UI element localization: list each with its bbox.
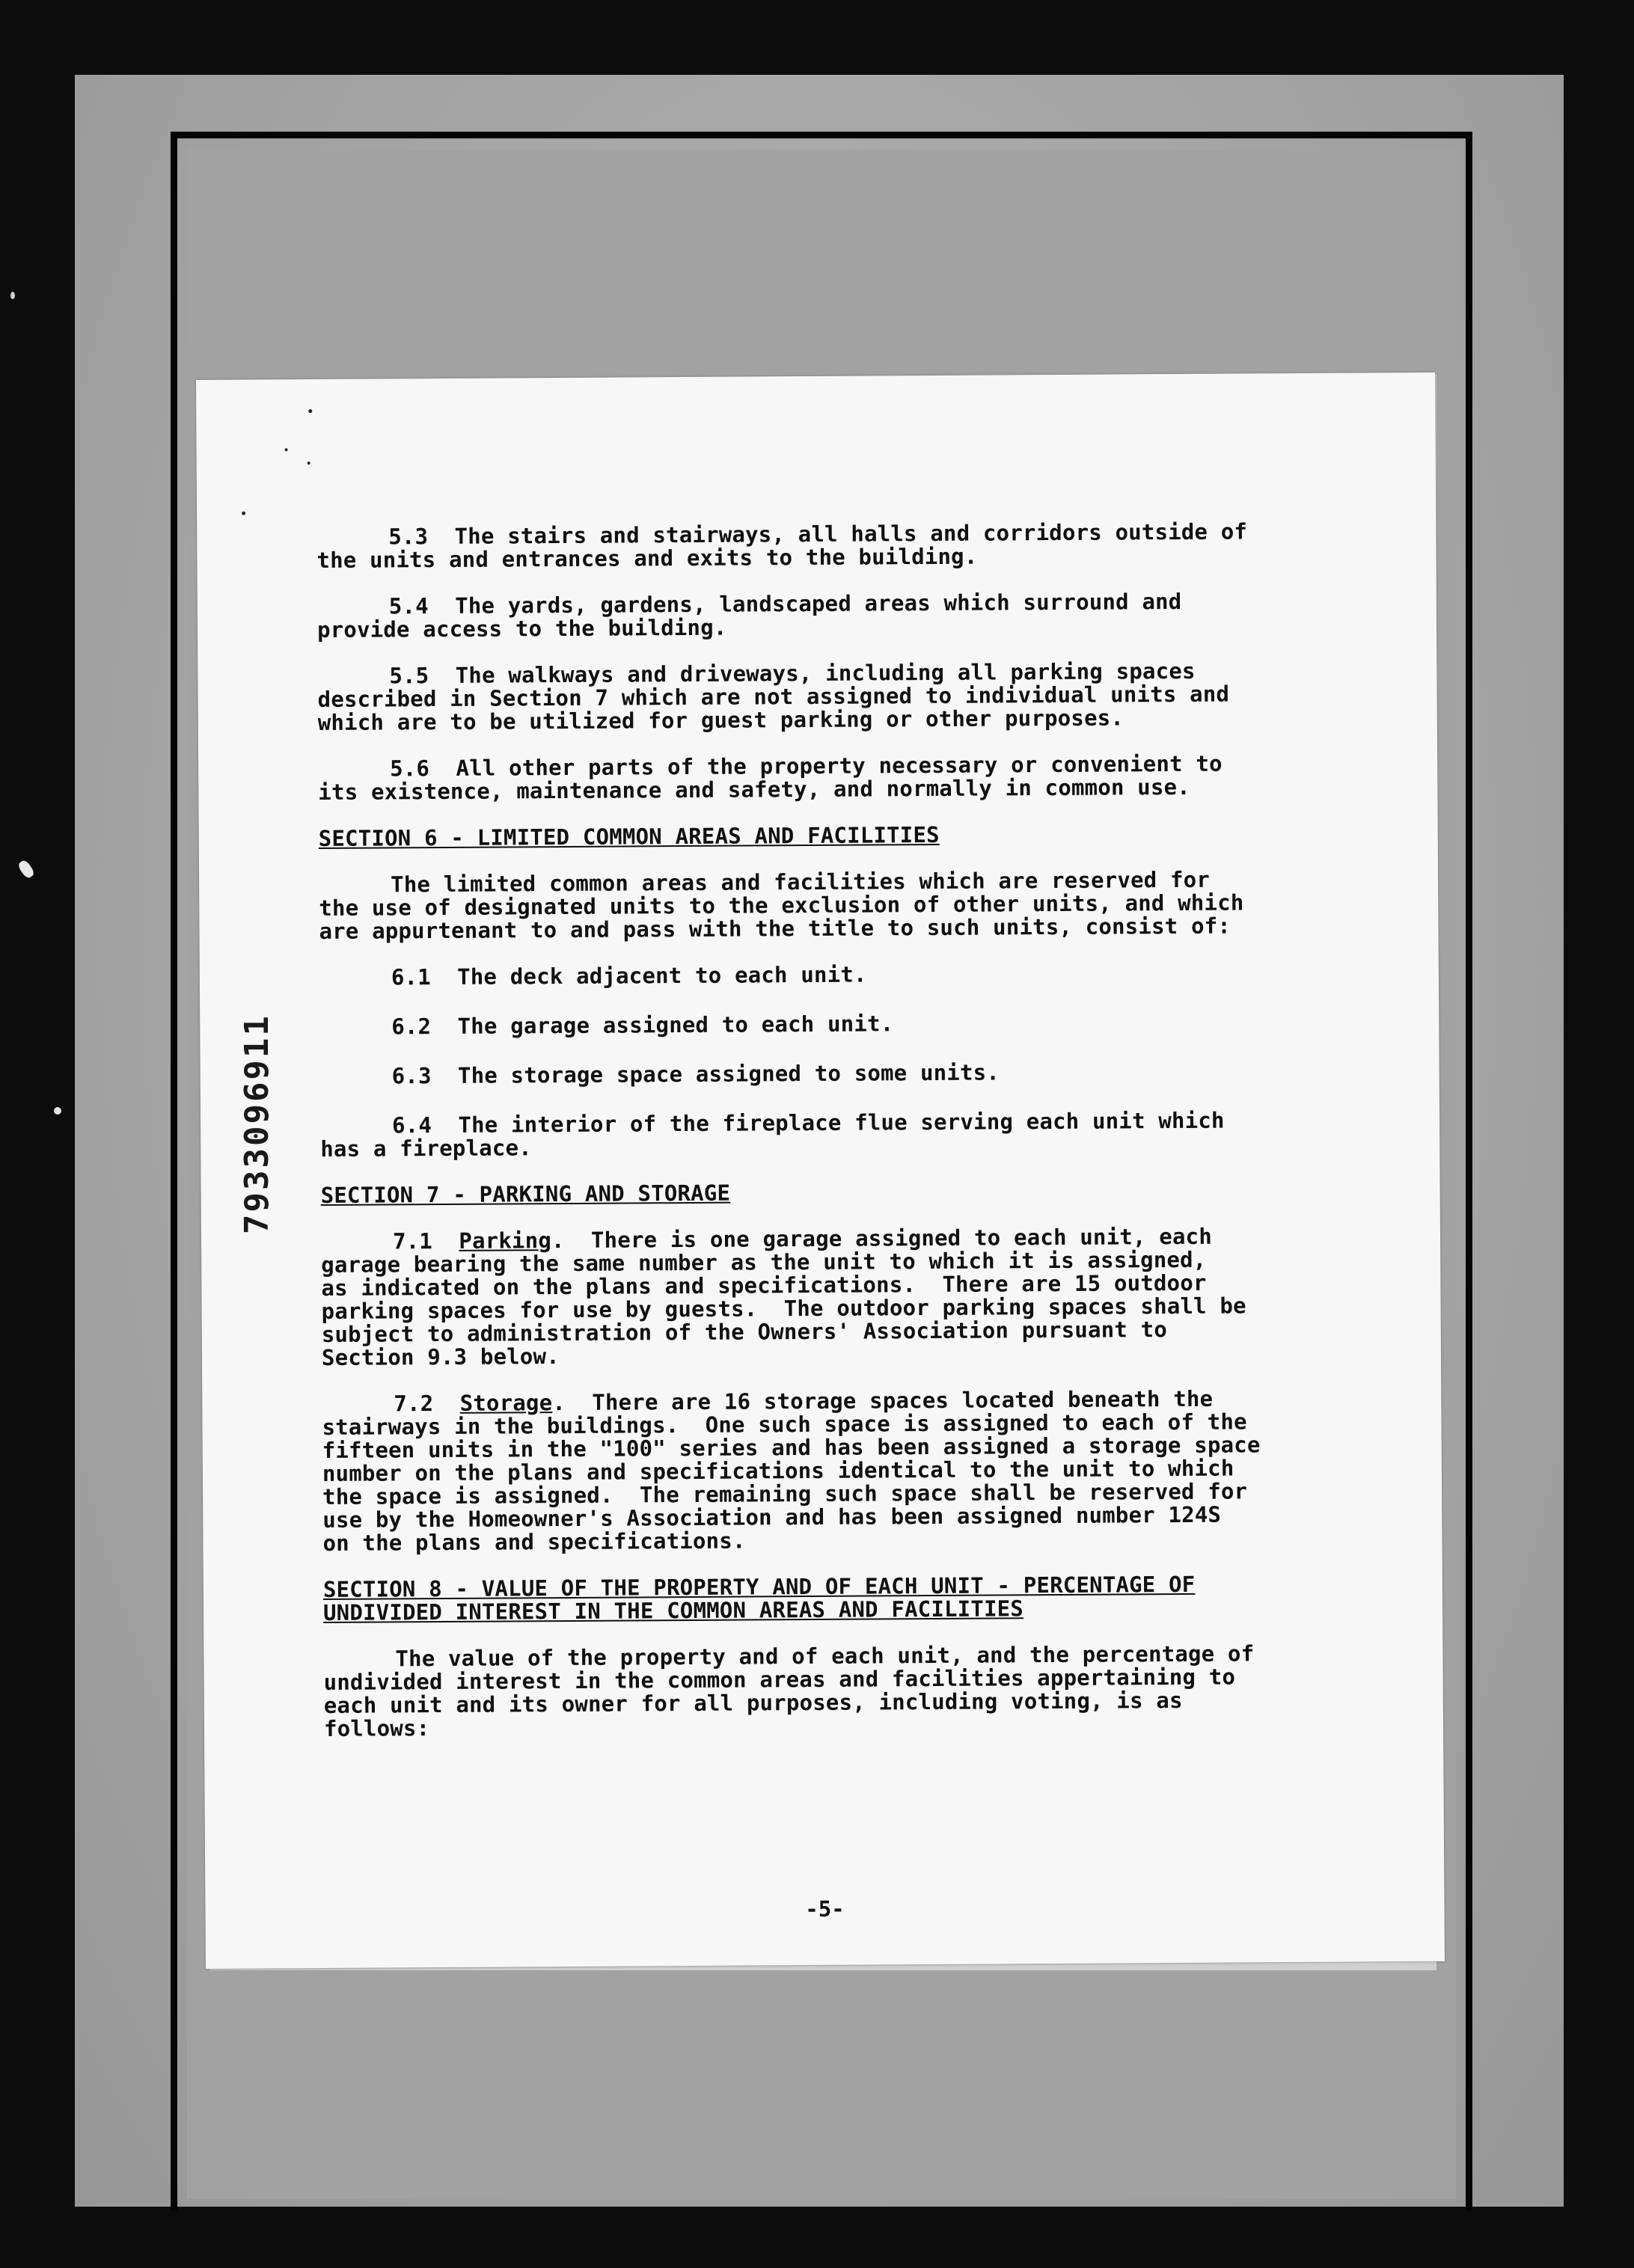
- paragraph-line: which are to be utilized for guest parking or other purposes.: [317, 705, 1124, 736]
- paragraph-line: as indicated on the plans and specifications. There are 15 outdoor: [321, 1269, 1207, 1301]
- item-6-3: 6.3 The storage space assigned to some units.: [391, 1059, 1000, 1089]
- scan-speck: [308, 409, 312, 413]
- paragraph-5-3: [316, 519, 1364, 572]
- paragraph-line: its existence, maintenance and safety, and normally in common use.: [318, 773, 1190, 806]
- paragraph-line: 5.3 The stairs and stairways, all halls and corridors outside of: [388, 518, 1248, 550]
- paragraph-line: on the plans and specifications.: [322, 1527, 746, 1556]
- clause-number: 7.1: [392, 1228, 459, 1254]
- clause-number: 7.2: [394, 1390, 460, 1417]
- paragraph-line: 5.5 The walkways and driveways, including all parking spaces: [389, 658, 1196, 689]
- paragraph-line: 5.6 All other parts of the property necessary or convenient to: [390, 750, 1223, 782]
- section-6-heading: SECTION 6 - LIMITED COMMON AREAS AND FACILITIES: [318, 821, 940, 852]
- paragraph-line: has a fireplace.: [320, 1135, 532, 1162]
- paragraph-line: subject to administration of the Owners' Association pursuant to: [321, 1317, 1168, 1347]
- section-6-intro: [319, 867, 1367, 943]
- item-6-2: 6.2 The garage assigned to each unit.: [391, 1011, 894, 1040]
- paragraph-line: each unit and its owner for all purposes, including voting, is as: [323, 1687, 1183, 1718]
- clause-title: Storage: [459, 1390, 553, 1416]
- paragraph-5-5: [317, 658, 1365, 735]
- paragraph-line: provide access to the building.: [316, 614, 727, 643]
- scan-speck: [307, 462, 310, 465]
- paragraph-7-2: [322, 1386, 1370, 1555]
- page-number: -5-: [805, 1895, 845, 1922]
- section-8-intro: [323, 1641, 1371, 1741]
- document-page: [196, 373, 1445, 1969]
- paragraph-line: 5.4 The yards, gardens, landscaped areas which surround and: [388, 588, 1182, 619]
- section-8-heading: [323, 1572, 1371, 1625]
- film-scratch: [10, 292, 15, 299]
- scan-speck: [242, 512, 245, 515]
- film-scratch: [54, 1107, 61, 1115]
- clause-text: . There are 16 storage spaces located beneath the: [552, 1385, 1214, 1416]
- item-6-1: 6.1 The deck adjacent to each unit.: [391, 961, 867, 990]
- paragraph-line: number on the plans and specifications identical to the unit to which: [322, 1455, 1234, 1486]
- paragraph-line: The limited common areas and facilities which are reserved for: [391, 866, 1211, 898]
- paragraph-line: undivided interest in the common areas and facilities appertaining to: [323, 1664, 1236, 1695]
- paragraph-line: the space is assigned. The remaining such space shall be reserved for: [322, 1478, 1248, 1510]
- paragraph-line: parking spaces for use by guests. The outdoor parking spaces shall be: [321, 1293, 1246, 1324]
- item-6-4: [320, 1108, 1368, 1161]
- paragraph-line: follows:: [323, 1715, 430, 1741]
- paragraph-line: stairways in the buildings. One such space is assigned to each of the: [322, 1409, 1247, 1440]
- paragraph-line: garage bearing the same number as the unit to which it is assigned,: [321, 1246, 1207, 1278]
- document-body: [316, 519, 1371, 1764]
- paragraph-line: 6.4 The interior of the fireplace flue serving each unit which: [391, 1107, 1225, 1138]
- scan-speck: [285, 448, 288, 451]
- section-7-heading: SECTION 7 - PARKING AND STORAGE: [320, 1180, 731, 1209]
- paragraph-line: the units and entrances and exits to the building.: [316, 543, 978, 574]
- paragraph-line: The value of the property and of each unit, and the percentage of: [395, 1640, 1255, 1672]
- paragraph-5-4: [317, 589, 1365, 642]
- clause-title: Parking: [459, 1228, 552, 1254]
- paragraph-line: described in Section 7 which are not assigned to individual units and: [317, 681, 1230, 713]
- paragraph-7-1: [321, 1224, 1369, 1370]
- paragraph-line: use by the Homeowner's Association and has been assigned number 124S: [322, 1501, 1222, 1533]
- clause-text: . There is one garage assigned to each unit, each: [551, 1223, 1213, 1254]
- side-stamp-text: 7933096911: [238, 1014, 276, 1234]
- paragraph-line: Section 9.3 below.: [321, 1343, 560, 1370]
- paragraph-line: are appurtenant to and pass with the title to such units, consist of:: [319, 913, 1231, 945]
- paragraph-line: fifteen units in the "100" series and has been assigned a storage space: [322, 1432, 1261, 1463]
- paragraph-line: the use of designated units to the exclusion of other units, and which: [319, 889, 1244, 922]
- paragraph-5-6: [318, 751, 1365, 804]
- film-scratch: [16, 859, 35, 880]
- heading-line: UNDIVIDED INTEREST IN THE COMMON AREAS AND FACILITIES: [322, 1596, 1024, 1625]
- heading-line: SECTION 8 - VALUE OF THE PROPERTY AND OF EACH UNIT - PERCENTAGE OF: [322, 1571, 1196, 1602]
